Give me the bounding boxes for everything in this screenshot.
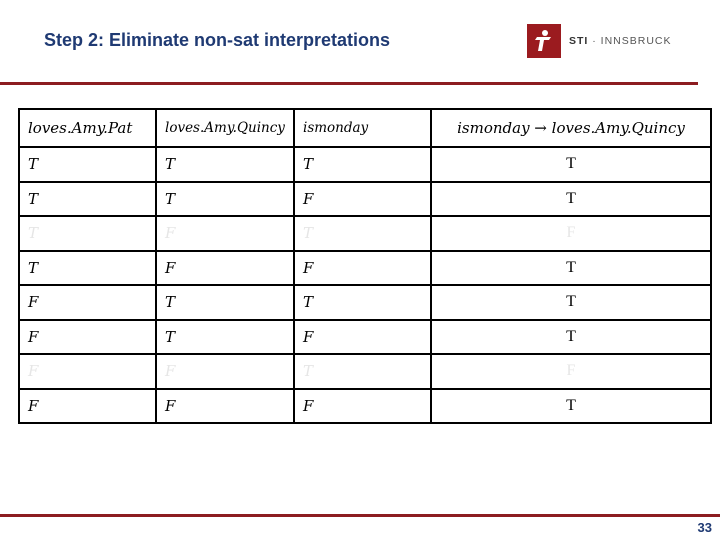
table-cell: F [294,320,431,355]
table-row [19,389,711,424]
truth-table-header-row [19,109,711,147]
table-cell: F [156,354,294,389]
table-cell: T [19,251,156,286]
sti-innsbruck-logo [527,24,672,58]
table-cell: T [19,182,156,217]
table-row [19,251,711,286]
table-row [19,147,711,182]
table-row [19,320,711,355]
table-cell: T [156,147,294,182]
table-cell: T [431,389,711,424]
truth-table-body [19,147,711,423]
table-cell: T [156,182,294,217]
page-number: 33 [697,520,712,535]
sti-logo-icon [527,24,561,58]
table-cell: T [294,354,431,389]
column-header-implication: ismonday → loves.Amy.Quincy [431,109,711,147]
column-header-loves-amy-pat: loves.Amy.Pat [19,109,156,147]
slide-title: Step 2: Eliminate non-sat interpretations [44,30,391,50]
table-cell: T [431,251,711,286]
table-cell: F [156,251,294,286]
table-cell: F [156,216,294,251]
table-cell: F [19,320,156,355]
table-cell: T [431,147,711,182]
truth-table [18,108,712,424]
table-cell: T [431,320,711,355]
table-cell: T [294,285,431,320]
table-cell: F [431,354,711,389]
table-cell: F [294,182,431,217]
table-cell: T [19,216,156,251]
table-cell: T [156,285,294,320]
table-cell: T [156,320,294,355]
table-cell: F [156,389,294,424]
table-cell: T [294,216,431,251]
table-cell: T [19,147,156,182]
column-header-loves-amy-quincy: loves.Amy.Quincy [156,109,294,147]
table-cell: F [19,354,156,389]
table-cell: T [294,147,431,182]
table-cell: F [431,216,711,251]
table-row [19,285,711,320]
header-divider [0,82,698,85]
table-cell: F [294,251,431,286]
column-header-ismonday: ismonday [294,109,431,147]
table-cell: T [431,285,711,320]
table-cell: F [294,389,431,424]
eliminated-row [19,216,711,251]
table-cell: F [19,285,156,320]
logo-text: STI · INNSBRUCK [569,35,672,47]
eliminated-row [19,354,711,389]
footer-divider [0,514,720,517]
table-row [19,182,711,217]
table-cell: T [431,182,711,217]
table-cell: F [19,389,156,424]
